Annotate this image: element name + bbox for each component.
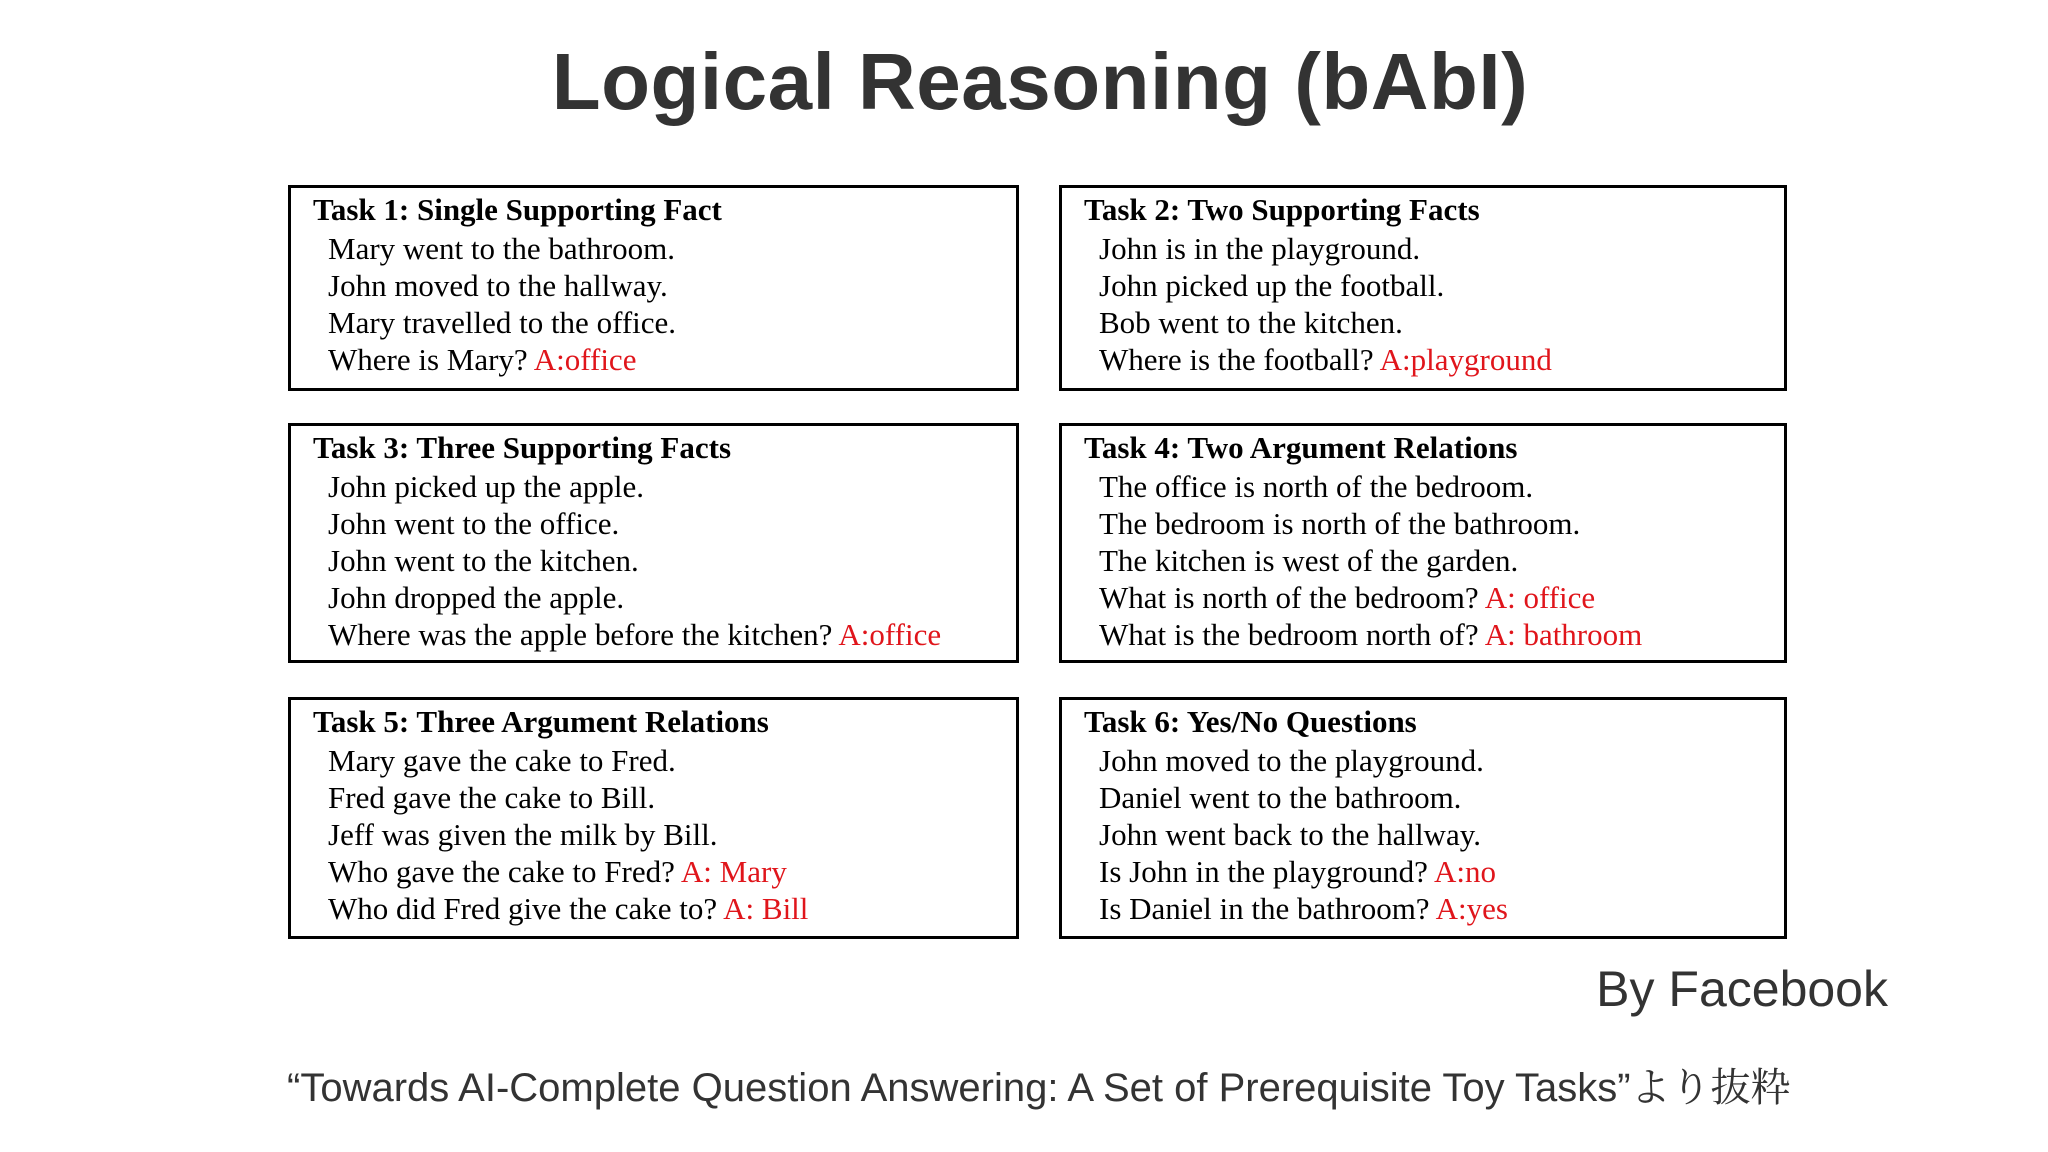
task-line (313, 542, 1016, 579)
task-line (1084, 267, 1784, 304)
task-title: Task 4: Two Argument Relations (1084, 430, 1518, 465)
task-title: Task 5: Three Argument Relations (313, 704, 769, 739)
answer-text: A:no (1433, 854, 1496, 889)
statement-text: John went to the kitchen. (328, 543, 639, 578)
task-line (1084, 341, 1784, 378)
statement-text: John moved to the playground. (1099, 743, 1484, 778)
task-line (313, 304, 1016, 341)
task-line (1084, 816, 1784, 853)
task-line (313, 616, 1016, 653)
answer-text: A: Bill (723, 891, 809, 926)
task-line (1084, 505, 1784, 542)
question-text: Where is Mary? (328, 342, 534, 377)
question-text: Is John in the playground? (1099, 854, 1434, 889)
task-line (313, 267, 1016, 304)
statement-text: Jeff was given the milk by Bill. (328, 817, 718, 852)
byline: By Facebook (1596, 961, 1888, 1017)
citation: “Towards AI-Complete Question Answering: A Set of Prerequisite Toy Tasks”より抜粋 (287, 1066, 1791, 1110)
question-text: What is north of the bedroom? (1099, 580, 1485, 615)
task-line (313, 742, 1016, 779)
question-text: Who did Fred give the cake to? (328, 891, 724, 926)
question-text: What is the bedroom north of? (1099, 617, 1485, 652)
statement-text: The bedroom is north of the bathroom. (1099, 506, 1581, 541)
statement-text: Mary went to the bathroom. (328, 231, 675, 266)
statement-text: Mary travelled to the office. (328, 305, 677, 340)
task-line (313, 230, 1016, 267)
slide-title: Logical Reasoning (bAbI) (551, 37, 1529, 126)
task-line (1084, 853, 1784, 890)
statement-text: John moved to the hallway. (328, 268, 668, 303)
task-line (313, 505, 1016, 542)
task-line (313, 816, 1016, 853)
statement-text: John went to the office. (328, 506, 620, 541)
answer-text: A:office (838, 617, 942, 652)
answer-text: A:yes (1435, 891, 1508, 926)
statement-text: Daniel went to the bathroom. (1099, 780, 1462, 815)
task-line (313, 341, 1016, 378)
answer-text: A: office (1484, 580, 1596, 615)
task-box-4 (1059, 423, 1787, 663)
task-line (313, 890, 1016, 927)
task-line (1084, 230, 1784, 267)
task-line (1084, 616, 1784, 653)
statement-text: John picked up the apple. (328, 469, 644, 504)
task-title: Task 2: Two Supporting Facts (1084, 192, 1480, 227)
task-box-5 (288, 697, 1019, 939)
task-line (1084, 890, 1784, 927)
task-line (313, 779, 1016, 816)
task-box-6 (1059, 697, 1787, 939)
question-text: Is Daniel in the bathroom? (1099, 891, 1436, 926)
statement-text: Fred gave the cake to Bill. (328, 780, 656, 815)
statement-text: John picked up the football. (1099, 268, 1445, 303)
statement-text: Mary gave the cake to Fred. (328, 743, 676, 778)
task-line (1084, 468, 1784, 505)
answer-text: A: bathroom (1484, 617, 1643, 652)
task-line (1084, 779, 1784, 816)
statement-text: John is in the playground. (1099, 231, 1421, 266)
task-title: Task 6: Yes/No Questions (1084, 704, 1417, 739)
task-box-3 (288, 423, 1019, 663)
task-title: Task 1: Single Supporting Fact (313, 192, 722, 227)
answer-text: A:playground (1379, 342, 1552, 377)
task-box-2 (1059, 185, 1787, 391)
task-line (1084, 304, 1784, 341)
task-line (1084, 742, 1784, 779)
statement-text: The kitchen is west of the garden. (1099, 543, 1519, 578)
statement-text: John dropped the apple. (328, 580, 625, 615)
statement-text: John went back to the hallway. (1099, 817, 1481, 852)
task-line (313, 853, 1016, 890)
task-box-1 (288, 185, 1019, 391)
task-title: Task 3: Three Supporting Facts (313, 430, 732, 465)
answer-text: A:office (533, 342, 637, 377)
question-text: Where was the apple before the kitchen? (328, 617, 839, 652)
task-line (1084, 542, 1784, 579)
question-text: Where is the football? (1099, 342, 1380, 377)
question-text: Who gave the cake to Fred? (328, 854, 681, 889)
task-line (313, 468, 1016, 505)
statement-text: Bob went to the kitchen. (1099, 305, 1403, 340)
task-line (313, 579, 1016, 616)
statement-text: The office is north of the bedroom. (1099, 469, 1534, 504)
task-line (1084, 579, 1784, 616)
answer-text: A: Mary (680, 854, 787, 889)
